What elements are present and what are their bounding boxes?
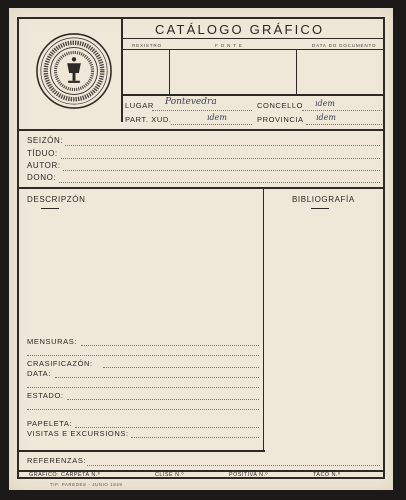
lugar-label: LUGAR <box>125 101 154 110</box>
papeleta-label: PAPELETA: <box>27 419 73 428</box>
seizon-dotline <box>65 145 380 146</box>
title-rule <box>122 38 385 39</box>
grafico-carpeta-label: GRÁFICO: CARPETA N.º <box>29 472 101 478</box>
lugar-dotline <box>152 110 252 111</box>
location-top-rule <box>122 94 385 96</box>
imprint-text: TIP. PAREDES - JUNIO 1929 <box>50 482 123 487</box>
visitas-label: VISITAS E EXCURSIONS: <box>27 429 129 438</box>
bibliografia-divider <box>263 188 264 450</box>
autor-dotline <box>63 170 380 171</box>
provincia-dotline <box>306 124 382 125</box>
crasificazon-label: CRASIFICAZÓN: <box>27 359 93 368</box>
bibliografia-heading: BIBLIOGRAFÍA <box>292 195 355 204</box>
seizon-label: SEIZÓN: <box>27 136 64 145</box>
data-label: DATA: <box>27 369 51 378</box>
seminario-seal-icon <box>35 32 113 110</box>
dono-dotline <box>59 182 380 183</box>
descripzon-mark <box>41 208 59 209</box>
clise-label: CLISÉ N.º <box>155 472 184 478</box>
mensuras-label: MENSURAS: <box>27 337 77 346</box>
part-xud-value: ıdem <box>207 113 227 122</box>
bibliografia-mark <box>311 208 329 209</box>
positiva-label: POSITIVA N.º <box>229 472 269 478</box>
rexistro-divider <box>169 49 170 94</box>
data-dotline-2 <box>27 387 259 388</box>
ident-bottom-rule <box>19 187 385 189</box>
lugar-value: Pontevedra <box>165 97 217 107</box>
crasificazon-dotline <box>103 367 259 368</box>
card-frame <box>17 17 385 479</box>
page-title: CATÁLOGO GRÁFICO <box>155 22 325 37</box>
columns-rule <box>122 49 385 50</box>
papeleta-dotline <box>75 427 259 428</box>
concello-value: ıdem <box>315 99 335 108</box>
concello-dotline <box>302 110 382 111</box>
mensuras-dotline-2 <box>27 355 259 356</box>
catalog-card <box>9 8 393 490</box>
referenzas-top-rule <box>19 450 265 452</box>
provincia-value: ıdem <box>316 113 336 122</box>
fonte-divider <box>296 49 297 94</box>
tiduo-dotline <box>61 158 380 159</box>
data-dotline <box>55 377 259 378</box>
referenzas-dotline <box>87 465 380 466</box>
rexistro-header: REXISTRO <box>132 43 162 48</box>
visitas-dotline <box>131 437 259 438</box>
part-xud-label: PART. XUD. <box>125 115 172 124</box>
data-documento-header: DATA DO DOCUMENTO <box>312 43 377 48</box>
estado-label: ESTADO: <box>27 391 64 400</box>
estado-dotline-2 <box>27 409 259 410</box>
tiduo-label: TÍDUO: <box>27 149 58 158</box>
concello-label: CONCELLO <box>257 101 304 110</box>
header-bottom-rule <box>19 129 385 131</box>
mensuras-dotline <box>81 345 259 346</box>
dono-label: DONO: <box>27 173 57 182</box>
part-dotline <box>171 124 252 125</box>
referenzas-label: REFERENZAS: <box>27 456 87 465</box>
autor-label: AUTOR: <box>27 161 61 170</box>
descripzon-heading: DESCRIPZÓN <box>27 195 86 204</box>
seal-divider <box>121 19 123 122</box>
estado-dotline <box>67 399 259 400</box>
provincia-label: PROVINCIA <box>257 115 304 124</box>
taco-label: TACO N.º <box>313 472 341 478</box>
fonte-header: F O N T E <box>215 43 243 48</box>
